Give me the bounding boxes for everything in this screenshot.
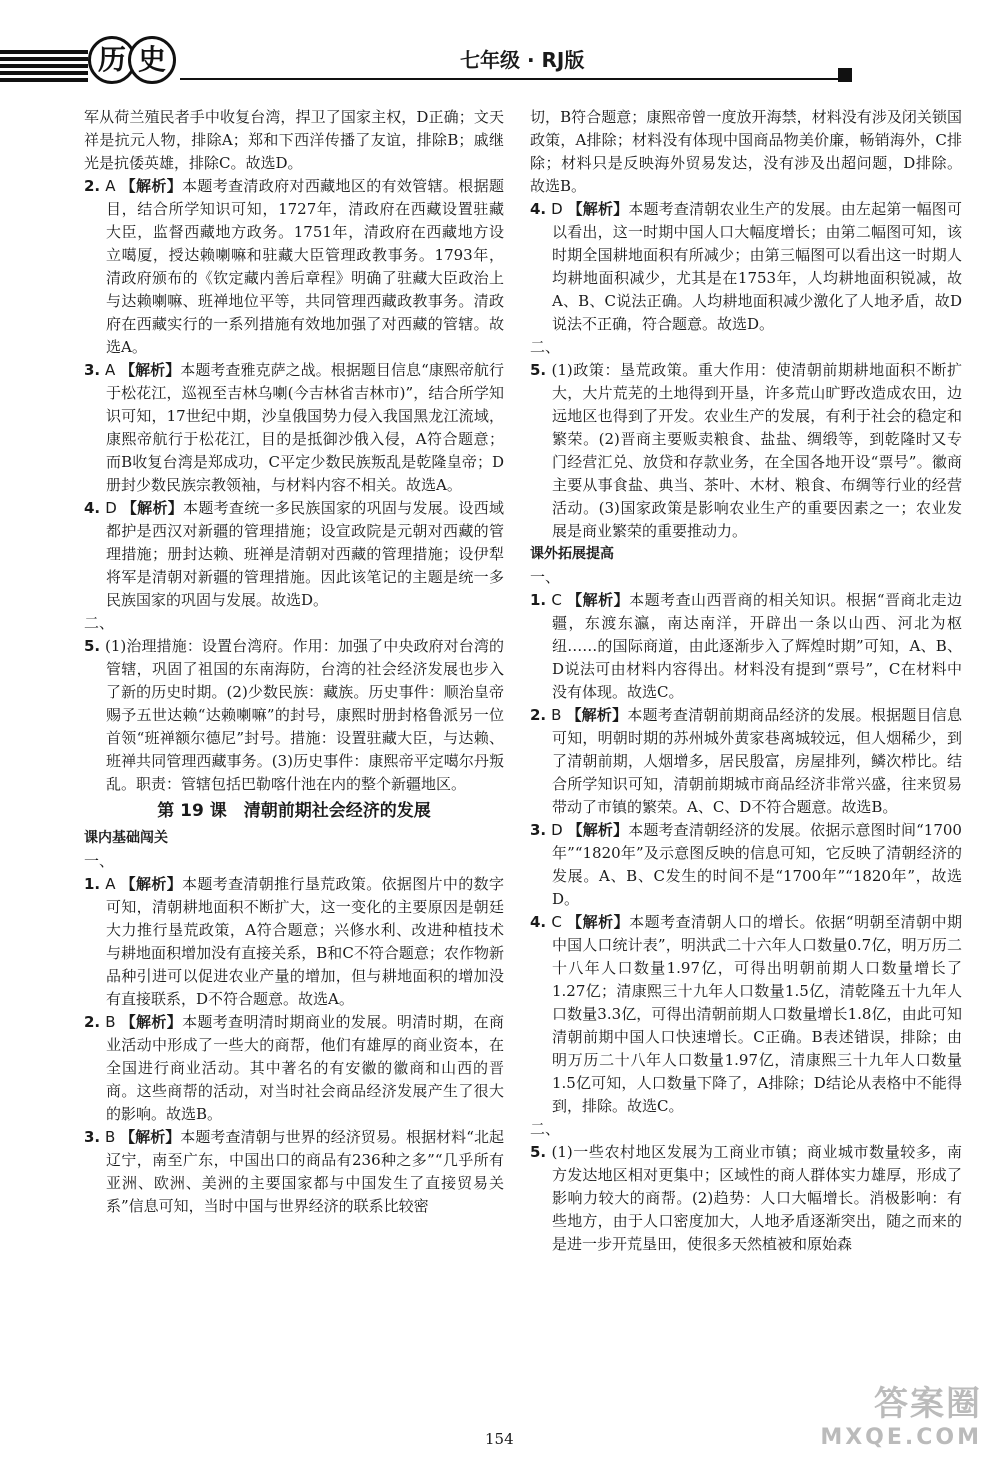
item-number: 5. [530,1143,547,1161]
section-heading: 课内基础闯关 [84,830,168,846]
item-text: 本题考查清政府对西藏地区的有效管辖。根据题目，结合所学知识可知，1727年，清政府在西藏设置驻藏大臣，监督西藏地方政务。1751年，清政府在西藏地方设立噶厦，授达赖喇嘛和驻藏大臣管理政教事务。1793年，清政府颁布的《钦定藏内善后章程》明确了驻藏大臣政治上与达赖喇嘛、班禅地位平等，共同管理西藏政教事务。清政府在西藏实行的一系列措施有效地加强了对西藏的管辖。故选A。 [106,177,504,356]
item-text: 本题考查清朝与世界的经济贸易。根据材料“北起辽宁，南至广东，中国出口的商品有236种之多”“几乎所有亚洲、欧洲、美洲的主要国家都与中国发生了直接贸易关系”信息可知，当时中国与世界经济的联系比较密 [106,1128,504,1215]
item-number: 2. [84,177,101,195]
analysis-tag: 【解析】 [120,1013,183,1031]
item-text: 本题考查清朝农业生产的发展。由左起第一幅图可以看出，这一时期中国人口大幅度增长；由第二幅图可知，该时期全国耕地面积有所减少；由第三幅图可以看出这一时期人均耕地面积减少，尤其是在1753年，人均耕地面积锐减，故A、B、C说法正确。人均耕地面积减少激化了人地矛盾，故D说法不正确，符合题意。故选D。 [552,200,962,333]
subject-logo [88,36,184,86]
answer-item [530,911,962,1118]
part-marker: 一、 [84,852,115,870]
part-marker: 二、 [530,1120,561,1138]
answer-item [530,198,962,336]
item-number: 4. [530,200,547,218]
grade-label: 七年级 · RJ版 [460,48,585,72]
item-number: 3. [530,821,547,839]
answer-letter: B [105,1013,116,1031]
part-marker: 二、 [530,338,561,356]
analysis-tag: 【解析】 [120,875,183,893]
item-text: 本题考查清朝前期商品经济的发展。根据题目信息可知，明朝时期的苏州城外黄家巷离城较远，但人烟稀少，到了清朝前期，人烟增多，居民殷富，房屋排列，鳞次栉比。结合所学知识可知，清朝前期城市商品经济非常兴盛，往来贸易带动了市镇的繁荣。A、C、D不符合题意。故选B。 [552,706,962,816]
left-column [84,106,504,1218]
analysis-tag: 【解析】 [567,821,629,839]
answer-item [530,359,962,543]
answer-item [530,589,962,704]
answer-item [84,1126,504,1218]
answer-item [530,1141,962,1256]
answer-item [84,873,504,1011]
answer-item [84,175,504,359]
answer-item [530,819,962,911]
item-number: 4. [84,499,101,517]
analysis-tag: 【解析】 [566,706,628,724]
analysis-tag: 【解析】 [120,1128,181,1146]
analysis-tag: 【解析】 [120,177,183,195]
item-number: 3. [84,361,101,379]
item-text: 本题考查清朝经济的发展。依据示意图时间“1700年”“1820年”及示意图反映的信息可知，它反映了清朝经济的发展。A、B、C发生的时间不是“1700年”“1820年”，故选D。 [552,821,962,908]
item-text: 本题考查山西晋商的相关知识。根据“晋商北走边疆，东渡东瀛，南达南洋，开辟出一条以山西、河北为枢纽……的国际商道，由此逐渐步入了辉煌时期”可知，A、B、D说法可由材料内容得出。材料没有提到“票号”，C在材料中没有体现。故选C。 [552,591,962,701]
item-text: (1)一些农村地区发展为工商业市镇；商业城市数量较多，南方发达地区相对更集中；区域性的商人群体实力雄厚，形成了影响力较大的商帮。(2)趋势：人口大幅增长。消极影响：有些地方，由于人口密度加大，人地矛盾逐渐突出，随之而来的是进一步开荒垦田，使很多天然植被和原始森 [551,1143,962,1253]
lesson-title: 第 19 课 清朝前期社会经济的发展 [157,801,431,821]
analysis-tag: 【解析】 [120,361,181,379]
item-number: 5. [530,361,547,379]
logo-char-2: 史 [128,36,176,84]
page-number: 154 [485,1430,514,1448]
answer-item [84,497,504,612]
header-square [838,68,852,82]
answer-letter: A [104,361,116,379]
item-number: 3. [84,1128,101,1146]
item-text: (1)政策：垦荒政策。重大作用：使清朝前期耕地面积不断扩大，大片荒芜的土地得到开垦，许多荒山旷野改造成农田，边远地区也得到了开发。农业生产的发展，有利于社会的稳定和繁荣。(2)晋商主要贩卖粮食、盐盐、绸缎等，到乾隆时又专门经营汇兑、放贷和存款业务，在全国各地开设“票号”。徽商主要从事食盐、典当、茶叶、木材、粮食、布绸等行业的经营活动。(3)国家政策是影响农业生产的重要因素之一；农业发展是商业繁荣的重要推动力。 [551,361,962,540]
answer-item [530,704,962,819]
answer-letter: C [551,913,562,931]
item-text: 本题考查明清时期商业的发展。明清时期，在商业活动中形成了一些大的商帮，他们有雄厚的商业资本，在全国进行商业活动。其中著名的有安徽的徽商和山西的晋商。这些商帮的活动，对当时社会商品经济发展产生了很大的影响。故选B。 [106,1013,504,1123]
item-number: 1. [530,591,547,609]
part-marker: 二、 [84,614,115,632]
item-number: 2. [84,1013,101,1031]
item-number: 1. [84,875,101,893]
item-text: (1)治理措施：设置台湾府。作用：加强了中央政府对台湾的管辖，巩固了祖国的东南海防，台湾的社会经济发展也步入了新的历史时期。(2)少数民族：藏族。历史事件：顺治皇帝赐予五世达赖“达赖喇嘛”的封号，康熙时册封格鲁派另一位首领“班禅额尔德尼”封号。措施：设置驻藏大臣，与达赖、班禅共同管理西藏事务。(3)历史事件：康熙帝平定噶尔丹叛乱。职责：管辖包括巴勒喀什池在内的整个新疆地区。 [105,637,504,793]
item-text: 本题考查清朝推行垦荒政策。依据图片中的数字可知，清朝耕地面积不断扩大，这一变化的主要原因是朝廷大力推行垦荒政策，A符合题意；兴修水利、改进种植技术与耕地面积增加没有直接关系，B和C不符合题意；农作物新品种引进可以促进农业产量的增加，但与耕地面积的增加没有直接联系，D不符合题意。故选A。 [106,875,504,1008]
watermark-line2: MXQE.COM [820,1425,982,1450]
answer-letter: A [105,177,116,195]
item-text: 本题考查清朝人口的增长。依据“明朝至清朝中期中国人口统计表”，明洪武二十六年人口数量0.7亿，明万历二十八年人口数量1.97亿，可得出明朝前期人口数量增长了1.27亿；清康熙三十九年人口数量1.5亿，清乾隆五十九年人口数量3.3亿，可得出清朝前期人口数量增长1.8亿，由此可知清朝前期中国人口快速增长。C正确。B表述错误，排除；由明万历二十八年人口数量1.97亿，清康熙三十九年人口数量1.5亿可知，人口数量下降了，A排除；D结论从表格中不能得到，排除。故选C。 [552,913,962,1115]
header-rule [180,78,840,80]
answer-item [84,635,504,796]
analysis-tag: 【解析】 [567,200,629,218]
watermark-logo [820,1376,982,1450]
answer-letter: D [105,499,117,517]
answer-letter: A [105,875,116,893]
continued-text: 切，B符合题意；康熙帝曾一度放开海禁，材料没有涉及闭关锁国政策，A排除；材料没有体现中国商品物美价廉，畅销海外，C排除；材料只是反映海外贸易发达，没有涉及出超问题，D排除。故选B。 [530,108,962,195]
item-text: 本题考查统一多民族国家的巩固与发展。设西域都护是西汉对新疆的管理措施；设宣政院是元朝对西藏的管理措施；册封达赖、班禅是清朝对西藏的管理措施；设伊犁将军是清朝对新疆的管理措施。因此该笔记的主题是统一多民族国家的巩固与发展。故选D。 [106,499,504,609]
analysis-tag: 【解析】 [567,913,630,931]
item-text: 本题考查雅克萨之战。根据题目信息“康熙帝航行于松花江，巡视至吉林乌喇(今吉林省吉林市)”，结合所学知识可知，17世纪中期，沙皇俄国势力侵入我国黑龙江流域，康熙帝航行于松花江，目的是抵御沙俄入侵，A符合题意；而B收复台湾是郑成功，C平定少数民族叛乱是乾隆皇帝；D册封少数民族宗教领袖，与材料内容不相关。故选A。 [106,361,504,494]
item-number: 2. [530,706,547,724]
answer-letter: B [551,706,562,724]
answer-letter: C [551,591,562,609]
answer-item [84,359,504,497]
answer-letter: D [551,200,563,218]
logo-char-1: 历 [88,36,136,84]
item-number: 4. [530,913,547,931]
analysis-tag: 【解析】 [567,591,630,609]
watermark-line1: 答案圈 [874,1384,982,1424]
part-marker: 一、 [530,568,561,586]
answer-letter: D [551,821,563,839]
header-stripes [0,50,88,85]
section-heading: 课外拓展提高 [530,546,614,562]
answer-letter: B [104,1128,116,1146]
analysis-tag: 【解析】 [121,499,184,517]
right-column [530,106,962,1256]
continued-text: 军从荷兰殖民者手中收复台湾，捍卫了国家主权，D正确；文天祥是抗元人物，排除A；郑和下西洋传播了友谊，排除B；戚继光是抗倭英雄，排除C。故选D。 [84,108,504,172]
item-number: 5. [84,637,101,655]
answer-item [84,1011,504,1126]
